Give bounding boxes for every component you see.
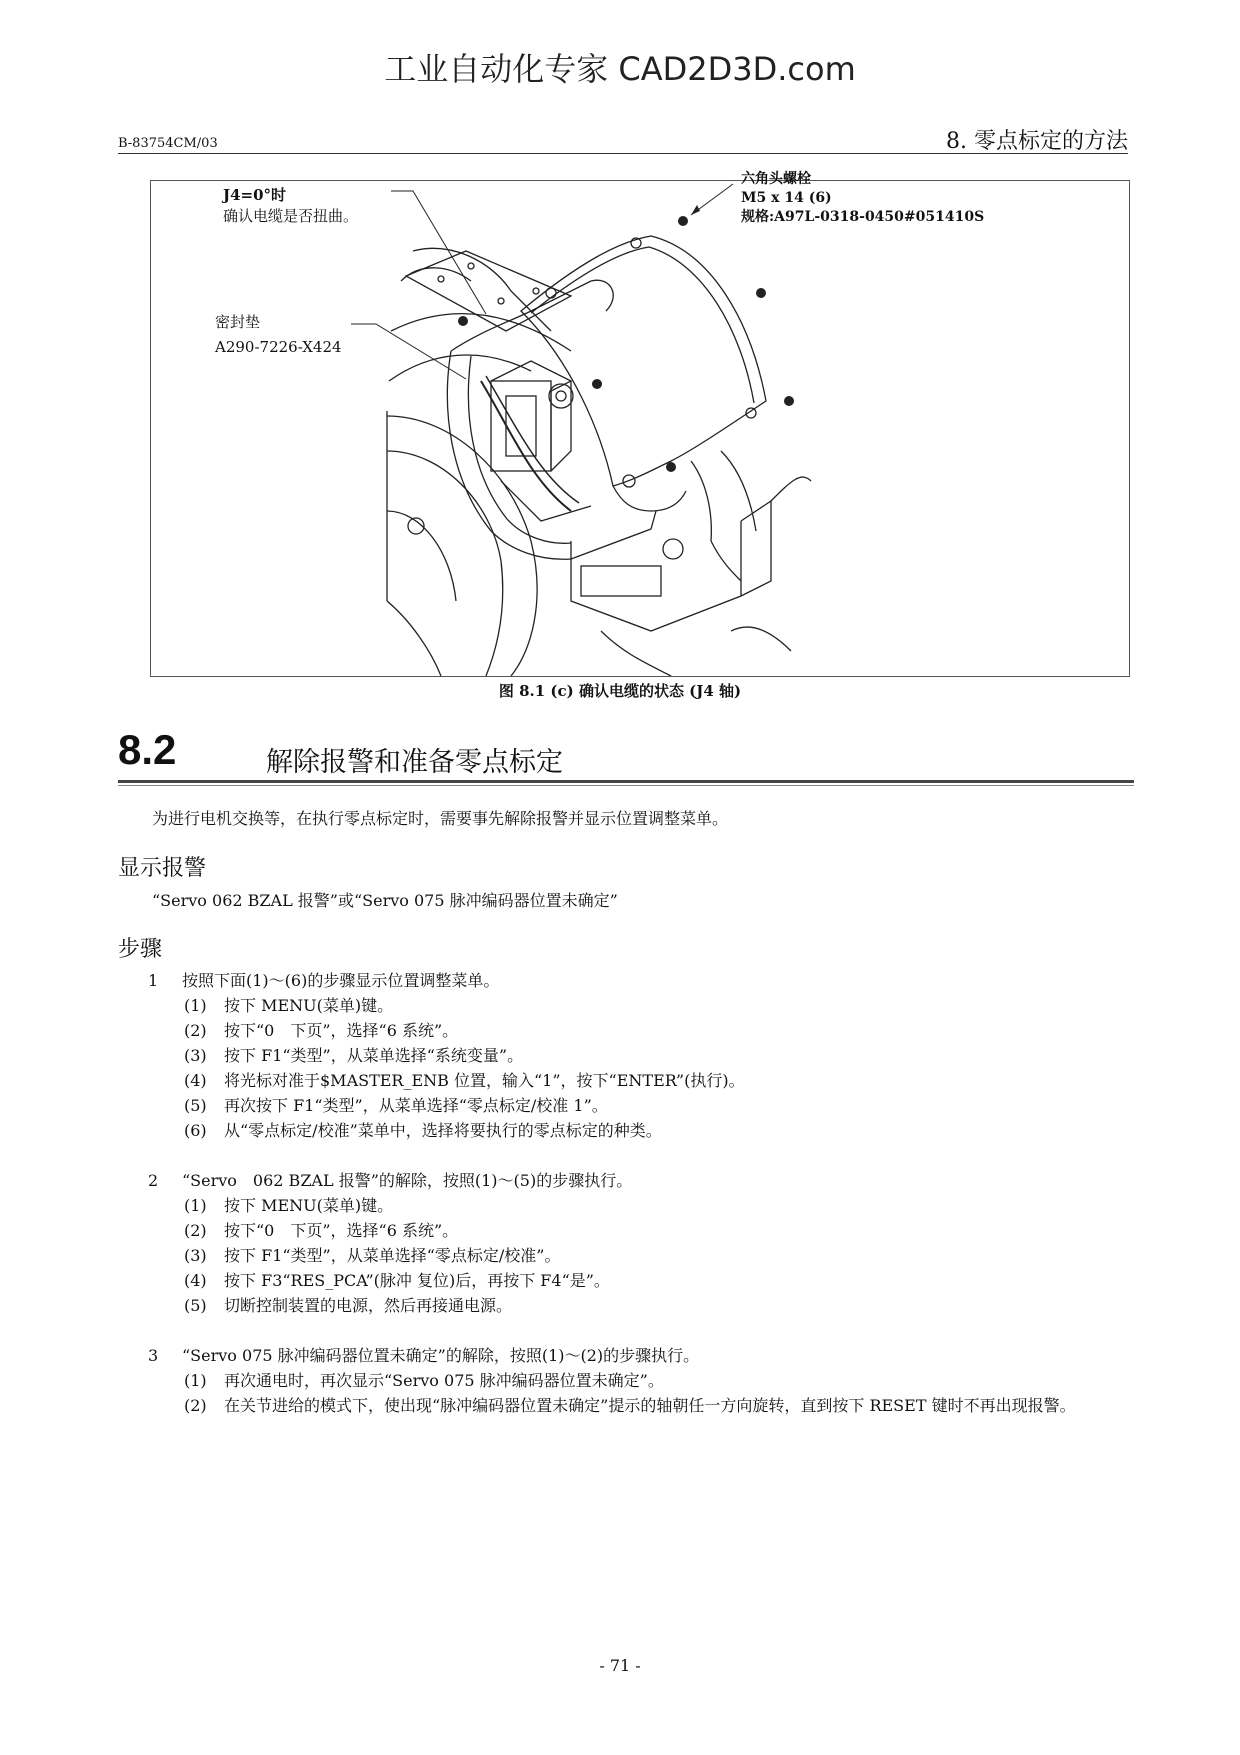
substep-text: 将光标对准于$MASTER_ENB 位置，输入“1”，按下“ENTER”(执行)。 xyxy=(224,1071,745,1090)
substep-text: 按下 F1“类型”，从菜单选择“系统变量”。 xyxy=(224,1046,524,1065)
figure-j4-cable xyxy=(150,171,1130,677)
substep-mark: (2) xyxy=(184,1221,207,1240)
callout-j4-line1: J4=0°时 xyxy=(223,186,287,204)
substep-text: 按下 F3“RES_PCA”(脉冲 复位)后，再按下 F4“是”。 xyxy=(224,1271,610,1290)
callout-j4 xyxy=(223,185,358,227)
substep-mark: (4) xyxy=(184,1071,207,1090)
page-number: - 71 - xyxy=(599,1656,641,1675)
substep xyxy=(118,993,1128,1018)
substep-mark: (6) xyxy=(184,1121,207,1140)
substep-text: 按下“0 下页”，选择“6 系统”。 xyxy=(224,1221,459,1240)
step-number: 2 xyxy=(148,1171,159,1190)
spacer xyxy=(118,1318,1128,1343)
substep-text: 按下 MENU(菜单)键。 xyxy=(224,1196,394,1215)
substep-text: 从“零点标定/校准”菜单中，选择将要执行的零点标定的种类。 xyxy=(224,1121,662,1140)
section-rule xyxy=(118,780,1134,783)
substep-mark: (4) xyxy=(184,1271,207,1290)
substep-text: 再次按下 F1“类型”，从菜单选择“零点标定/校准 1”。 xyxy=(224,1096,608,1115)
step-1 xyxy=(118,968,1128,1143)
step-3 xyxy=(118,1343,1128,1418)
procedure-heading: 步骤 xyxy=(118,937,163,962)
substep xyxy=(118,1293,1128,1318)
substep-text: 按下 F1“类型”，从菜单选择“零点标定/校准”。 xyxy=(224,1246,561,1265)
step-text: 按照下面(1)～(6)的步骤显示位置调整菜单。 xyxy=(182,971,500,990)
substep xyxy=(118,1393,1128,1418)
section-title: 解除报警和准备零点标定 xyxy=(266,747,563,778)
alarm-text: “Servo 062 BZAL 报警”或“Servo 075 脉冲编码器位置未确定” xyxy=(152,891,618,910)
substep xyxy=(118,1243,1128,1268)
procedure-steps xyxy=(118,968,1128,1418)
substep-mark: (3) xyxy=(184,1046,207,1065)
substep-text: 再次通电时，再次显示“Servo 075 脉冲编码器位置未确定”。 xyxy=(224,1371,664,1390)
step-text: “Servo 075 脉冲编码器位置未确定”的解除，按照(1)～(2)的步骤执行。 xyxy=(182,1346,700,1365)
header-rule xyxy=(118,153,1128,154)
substep-mark: (3) xyxy=(184,1246,207,1265)
substep-text: 按下 MENU(菜单)键。 xyxy=(224,996,394,1015)
substep-text: 在关节进给的模式下，使出现“脉冲编码器位置未确定”提示的轴朝任一方向旋转，直到按下 RESET 键时不再出现报警。 xyxy=(224,1396,1076,1415)
substep-mark: (5) xyxy=(184,1296,207,1315)
substep-mark: (5) xyxy=(184,1096,207,1115)
step-number: 3 xyxy=(148,1346,159,1365)
callout-gasket xyxy=(215,310,342,360)
callout-j4-line2: 确认电缆是否扭曲。 xyxy=(223,207,359,225)
section-rule-thin xyxy=(118,785,1134,786)
callout-bolt xyxy=(741,170,984,227)
substep-text: 切断控制装置的电源，然后再接通电源。 xyxy=(224,1296,513,1315)
substep xyxy=(118,1068,1128,1093)
spacer xyxy=(118,1143,1128,1168)
section-intro: 为进行电机交换等，在执行零点标定时，需要事先解除报警并显示位置调整菜单。 xyxy=(152,809,729,828)
doc-code: B-83754CM/03 xyxy=(118,136,218,151)
alarm-heading: 显示报警 xyxy=(118,856,207,881)
substep xyxy=(118,1218,1128,1243)
substep xyxy=(118,1018,1128,1043)
substep-mark: (1) xyxy=(184,996,207,1015)
robot-wrist-drawing xyxy=(151,181,1129,676)
callout-bolt-line3: 规格:A97L-0318-0450#051410S xyxy=(741,209,985,225)
substep xyxy=(118,1368,1128,1393)
substep xyxy=(118,1193,1128,1218)
substep-mark: (2) xyxy=(184,1396,207,1415)
substep-mark: (1) xyxy=(184,1371,207,1390)
substep xyxy=(118,1118,1128,1143)
substep xyxy=(118,1093,1128,1118)
callout-gasket-line2: A290-7226-X424 xyxy=(215,338,342,356)
callout-gasket-line1: 密封垫 xyxy=(215,313,261,331)
step-number: 1 xyxy=(148,971,159,990)
substep xyxy=(118,1268,1128,1293)
substep xyxy=(118,1043,1128,1068)
substep-mark: (1) xyxy=(184,1196,207,1215)
callout-bolt-line2: M5 x 14 (6) xyxy=(741,190,832,206)
chapter-title: 8. 零点标定的方法 xyxy=(946,129,1128,154)
step-2 xyxy=(118,1168,1128,1318)
section-number: 8.2 xyxy=(118,726,177,773)
watermark-text: 工业自动化专家 CAD2D3D.com xyxy=(384,50,856,88)
step-text: “Servo 062 BZAL 报警”的解除，按照(1)～(5)的步骤执行。 xyxy=(182,1171,633,1190)
figure-caption: 图 8.1 (c) 确认电缆的状态 (J4 轴) xyxy=(498,682,742,700)
callout-bolt-line1: 六角头螺栓 xyxy=(741,171,811,187)
substep-mark: (2) xyxy=(184,1021,207,1040)
substep-text: 按下“0 下页”，选择“6 系统”。 xyxy=(224,1021,459,1040)
